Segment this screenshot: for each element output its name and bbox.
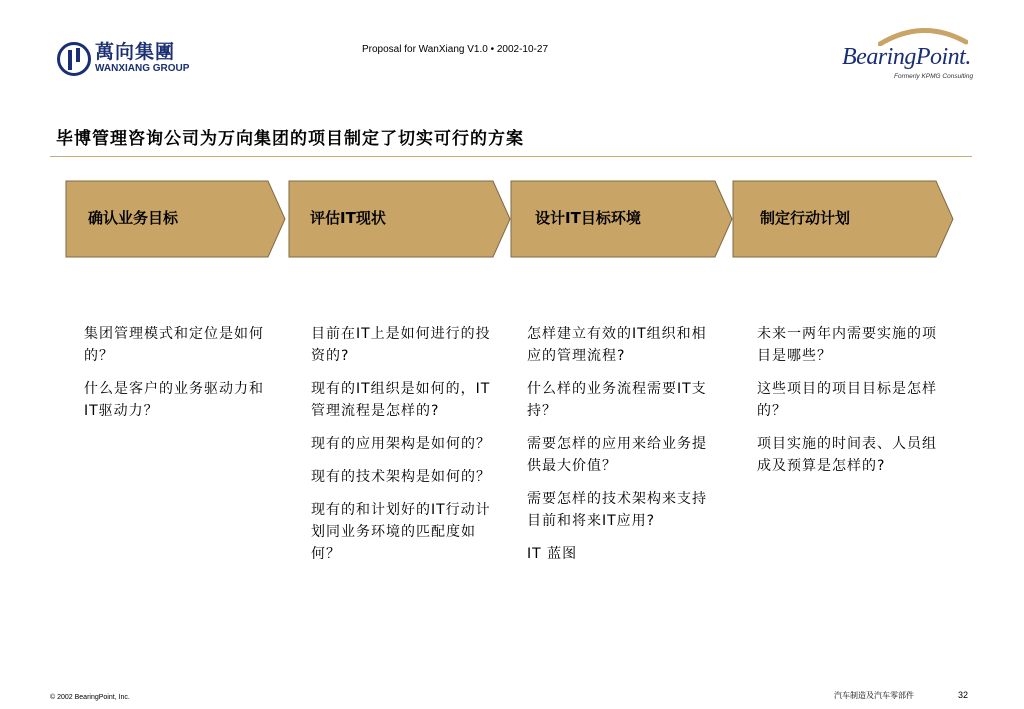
question-item: 什么样的业务流程需要IT支持？ [527,381,707,419]
page-number: 32 [958,690,969,700]
step-label-4: 制定行动计划 [760,209,851,227]
question-item: 项目实施的时间表、人员组成及预算是怎样的? [757,436,937,474]
question-item: 目前在IT上是如何进行的投资的? [311,326,491,364]
question-item: 现有的和计划好的IT行动计划同业务环境的匹配度如何？ [311,502,491,562]
question-item: 怎样建立有效的IT组织和相应的管理流程? [527,326,707,364]
bearingpoint-logo-name: BearingPoint. [842,44,971,70]
question-item: 需要怎样的技术架构来支持目前和将来IT应用? [527,491,707,529]
question-item: 什么是客户的业务驱动力和IT驱动力？ [84,381,264,419]
footer-category: 汽车制造及汽车零部件 [834,691,914,700]
wanxiang-logo-english: WANXIANG GROUP [95,63,190,74]
bearingpoint-logo-subtitle: Formerly KPMG Consulting [894,73,974,80]
question-item: 现有的IT组织是如何的，IT管理流程是怎样的? [311,381,491,419]
question-item: 需要怎样的应用来给业务提供最大价值？ [527,436,707,474]
step-label-3: 设计IT目标环境 [535,209,641,227]
question-item: 现有的应用架构是如何的？ [311,436,491,452]
question-item: 现有的技术架构是如何的？ [311,469,491,485]
question-item: 集团管理模式和定位是如何的？ [84,326,264,364]
questions-column-1 [84,323,272,433]
wanxiang-logo-chinese: 萬向集團 [95,41,176,63]
questions-column-3 [527,323,715,576]
question-item: 这些项目的项目目标是怎样的？ [757,381,937,419]
step-label-1: 确认业务目标 [88,209,179,227]
step-label-2: 评估IT现状 [310,209,386,227]
proposal-header: Proposal for WanXiang V1.0 • 2002-10-27 [361,44,549,55]
page-title: 毕博管理咨询公司为万向集团的项目制定了切实可行的方案 [56,129,524,149]
questions-column-2 [311,323,499,576]
copyright-text: © 2002 BearingPoint, Inc. [50,694,130,701]
question-item: 未来一两年内需要实施的项目是哪些？ [757,326,937,364]
questions-column-4 [757,323,945,488]
question-item: IT 蓝图 [527,546,578,562]
